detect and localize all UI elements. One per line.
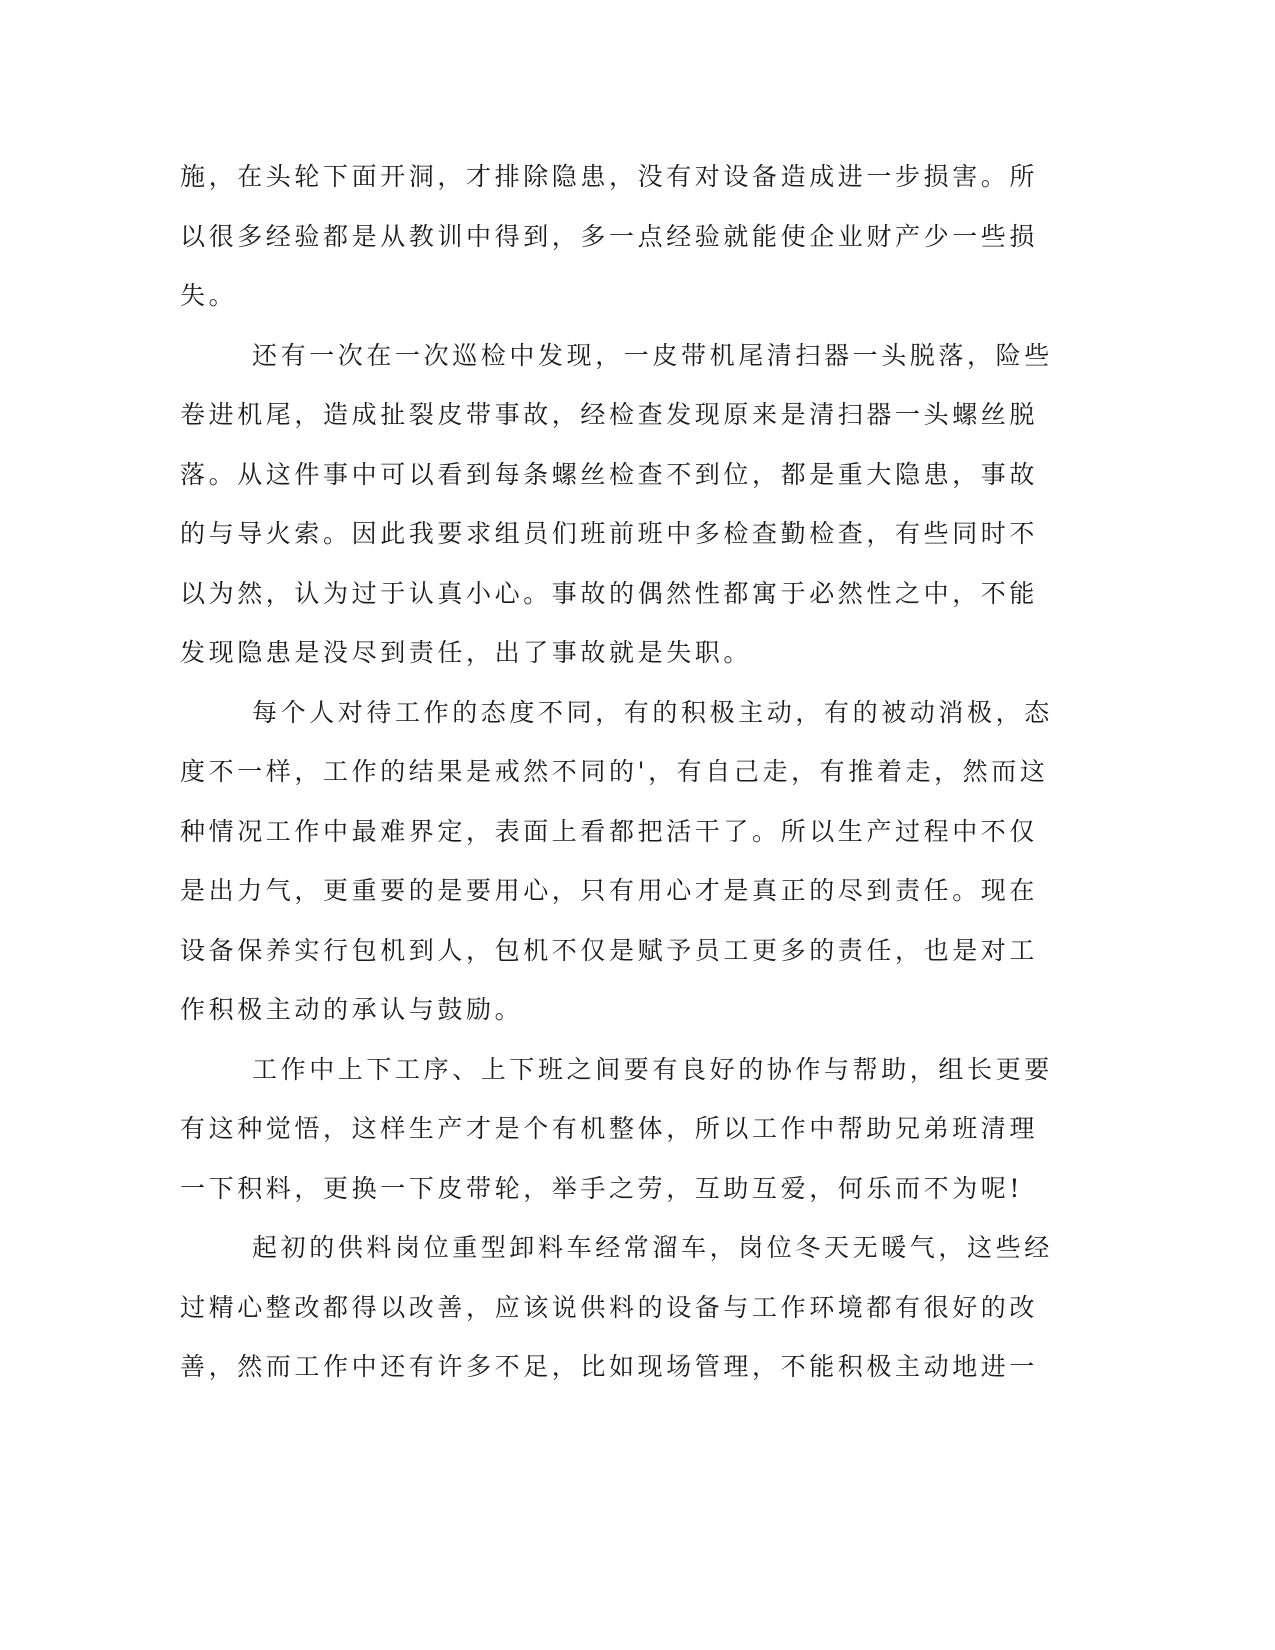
text-line: 落。从这件事中可以看到每条螺丝检查不到位，都是重大隐患，事故	[180, 459, 1039, 489]
body-text	[180, 147, 1053, 1397]
text-line: 过精心整改都得以改善，应该说供料的设备与工作环境都有很好的改	[180, 1292, 1039, 1322]
text-line: 种情况工作中最难界定，表面上看都把活干了。所以生产过程中不仅	[180, 816, 1039, 846]
text-line: 一下积料，更换一下皮带轮，举手之劳，互助互爱，何乐而不为呢!	[180, 1173, 1024, 1203]
text-line: 施，在头轮下面开洞，才排除隐患，没有对设备造成进一步损害。所	[180, 162, 1039, 191]
paragraph-first-line: 还有一次在一次巡检中发现，一皮带机尾清扫器一头脱落，险些	[252, 340, 1053, 370]
text-line: 发现隐患是没尽到责任，出了事故就是失职。	[180, 638, 753, 667]
paragraph-first-line: 每个人对待工作的态度不同，有的积极主动，有的被动消极，态	[252, 697, 1053, 727]
text-line: 有这种觉悟，这样生产才是个有机整体，所以工作中帮助兄弟班清理	[180, 1114, 1039, 1143]
text-line: 的与导火索。因此我要求组员们班前班中多检查勤检查，有些同时不	[180, 519, 1039, 548]
text-line: 失。	[180, 281, 238, 310]
text-line: 作积极主动的承认与鼓励。	[180, 995, 524, 1024]
text-line: 设备保养实行包机到人，包机不仅是赋予员工更多的责任，也是对工	[180, 935, 1039, 965]
text-line: 以很多经验都是从教训中得到，多一点经验就能使企业财产少一些损	[180, 221, 1039, 251]
paragraph-first-line: 工作中上下工序、上下班之间要有良好的协作与帮助，组长更要	[252, 1054, 1053, 1084]
text-line: 以为然，认为过于认真小心。事故的偶然性都寓于必然性之中，不能	[180, 578, 1039, 608]
text-line: 卷进机尾，造成扯裂皮带事故，经检查发现原来是清扫器一头螺丝脱	[180, 400, 1039, 429]
text-line: 善，然而工作中还有许多不足，比如现场管理，不能积极主动地进一	[180, 1352, 1039, 1381]
text-line: 是出力气，更重要的是要用心，只有用心才是真正的尽到责任。现在	[180, 876, 1039, 905]
text-line: 度不一样，工作的结果是戒然不同的'，有自己走，有推着走，然而这	[180, 757, 1049, 786]
paragraph-first-line: 起初的供料岗位重型卸料车经常溜车，岗位冬天无暖气，这些经	[252, 1233, 1053, 1262]
